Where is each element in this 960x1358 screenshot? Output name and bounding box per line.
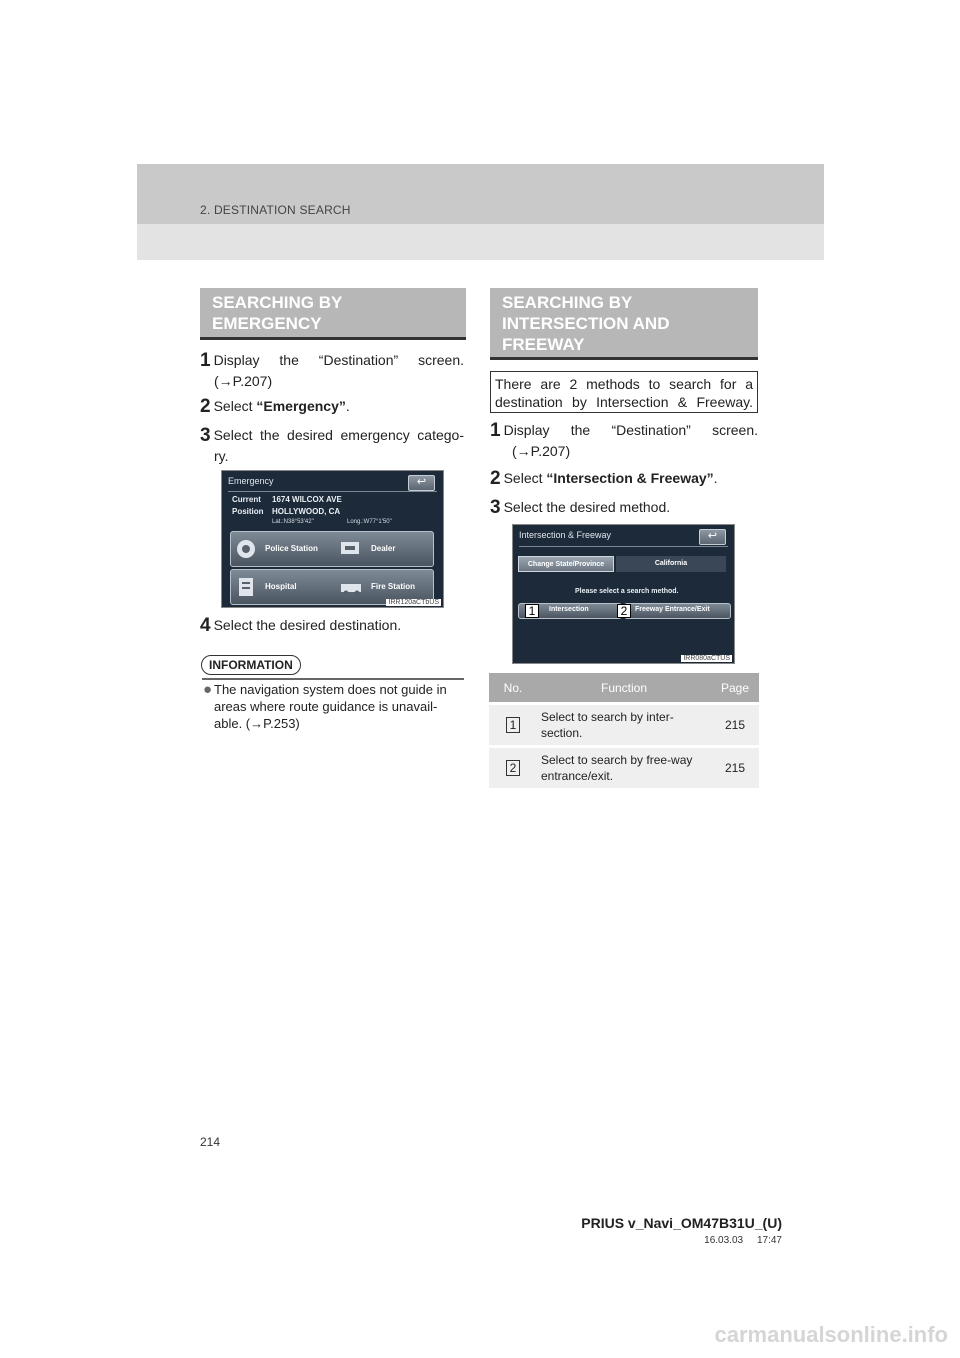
- step-4: [200, 615, 401, 636]
- step-number: 2: [200, 396, 211, 417]
- step-number: 2: [490, 468, 501, 489]
- step-text: Select the desired method.: [503, 499, 671, 515]
- row-function: Select to search by free-way entrance/exit.: [537, 747, 711, 789]
- row-page: 215: [711, 747, 759, 789]
- button-label: Hospital: [265, 582, 297, 591]
- step-2: [200, 396, 350, 417]
- button-label: Dealer: [371, 544, 396, 553]
- step-number: 1: [490, 420, 501, 441]
- back-button[interactable]: ↩: [699, 529, 726, 545]
- page-header: [137, 164, 824, 260]
- row-number-cell: [489, 704, 537, 747]
- step-2: [490, 468, 718, 489]
- callout-2: 2: [617, 604, 631, 618]
- step-3: [200, 425, 464, 446]
- heading-line: SEARCHING BY: [212, 293, 343, 312]
- hospital-icon: [236, 576, 256, 598]
- column-header: Function: [537, 673, 711, 704]
- table-header-row: [489, 673, 759, 704]
- title-divider: [228, 491, 437, 492]
- step-text: Display the “Destination” screen.: [213, 352, 464, 368]
- step-1-cont: (→P.207): [512, 443, 571, 459]
- table-row: [489, 704, 759, 747]
- current-label: Current: [232, 495, 261, 504]
- callout-1: 1: [525, 604, 539, 618]
- emergency-screenshot: [221, 470, 444, 608]
- function-table: [489, 673, 759, 788]
- row-number: 1: [506, 717, 520, 733]
- tab-change-state[interactable]: Change State/Province: [518, 556, 614, 572]
- print-date: 16.03.03 17:47: [704, 1235, 782, 1246]
- intersection-freeway-screenshot: [512, 524, 735, 664]
- step-number: 3: [200, 425, 211, 446]
- section-title: 2. DESTINATION SEARCH: [200, 203, 351, 217]
- police-badge-icon: [235, 538, 257, 560]
- tab-california: California: [616, 556, 726, 572]
- button-label: Intersection: [549, 606, 589, 613]
- step-1: [490, 420, 758, 441]
- step-text: Select: [503, 470, 547, 486]
- button-label: Fire Station: [371, 582, 416, 591]
- image-code: IRR080aCTUS: [683, 655, 730, 662]
- position-label: Position: [232, 507, 264, 516]
- button-label: Police Station: [265, 544, 318, 553]
- row-number-cell: [489, 747, 537, 789]
- heading-line: FREEWAY: [502, 335, 585, 354]
- page-number: 214: [200, 1135, 221, 1149]
- step-3: [490, 497, 670, 518]
- dealer-icon: [339, 538, 365, 560]
- information-badge: INFORMATION: [201, 655, 301, 675]
- step-number: 4: [200, 615, 211, 636]
- latitude: Lat.:N38°53'42": [272, 519, 314, 525]
- step-text: Display the “Destination” screen.: [503, 422, 758, 438]
- information-text: The navigation system does not guide in areas where route guidance is unavail-able. (→P.253): [214, 682, 447, 731]
- step-quoted: “Intersection & Freeway”: [546, 470, 714, 486]
- step-text: .: [345, 398, 350, 414]
- step-text: Select: [213, 398, 257, 414]
- button-label: Freeway Entrance/Exit: [635, 606, 710, 613]
- step-1: [200, 350, 464, 371]
- step-text: Select the desired destination.: [213, 617, 402, 633]
- bullet-icon: ●: [203, 681, 213, 698]
- emergency-heading: [200, 288, 466, 340]
- heading-line: INTERSECTION AND: [502, 314, 670, 333]
- step-text: Select the desired emergency catego-: [213, 427, 464, 443]
- information-divider: [202, 678, 464, 680]
- table-row: [489, 747, 759, 789]
- heading-line: EMERGENCY: [212, 314, 322, 333]
- fire-truck-icon: [339, 576, 365, 598]
- freeway-entrance-exit-button[interactable]: [624, 603, 731, 619]
- step-1-cont: (→P.207): [214, 373, 273, 389]
- screen-title: Intersection & Freeway: [519, 530, 612, 540]
- watermark: carmanualsonline.info: [714, 1322, 948, 1347]
- address-line-2: HOLLYWOOD, CA: [272, 507, 341, 516]
- intro-box: There are 2 methods to search for a destination by Intersection & Freeway.: [490, 371, 758, 413]
- step-quoted: “Emergency”: [256, 398, 346, 414]
- image-code: IRR120aCTbUS: [388, 599, 439, 606]
- step-number: 3: [490, 497, 501, 518]
- column-header: No.: [489, 673, 537, 704]
- row-page: 215: [711, 704, 759, 747]
- row-function: Select to search by inter-section.: [537, 704, 711, 747]
- step-3-cont: ry.: [214, 448, 229, 464]
- step-number: 1: [200, 350, 211, 371]
- police-station-button[interactable]: [230, 531, 434, 567]
- model-code: PRIUS v_Navi_OM47B31U_(U): [581, 1215, 782, 1231]
- column-header: Page: [711, 673, 759, 704]
- row-number: 2: [506, 760, 520, 776]
- heading-line: SEARCHING BY: [502, 293, 633, 312]
- back-button[interactable]: ↩: [408, 475, 435, 491]
- step-text: .: [713, 470, 718, 486]
- screen-title: Emergency: [228, 476, 274, 486]
- longitude: Long.:W77°1'50": [347, 519, 392, 525]
- intersection-heading: [490, 288, 758, 360]
- address-line-1: 1674 WILCOX AVE: [272, 495, 342, 504]
- search-method-prompt: Please select a search method.: [575, 588, 679, 595]
- title-divider: [519, 546, 728, 547]
